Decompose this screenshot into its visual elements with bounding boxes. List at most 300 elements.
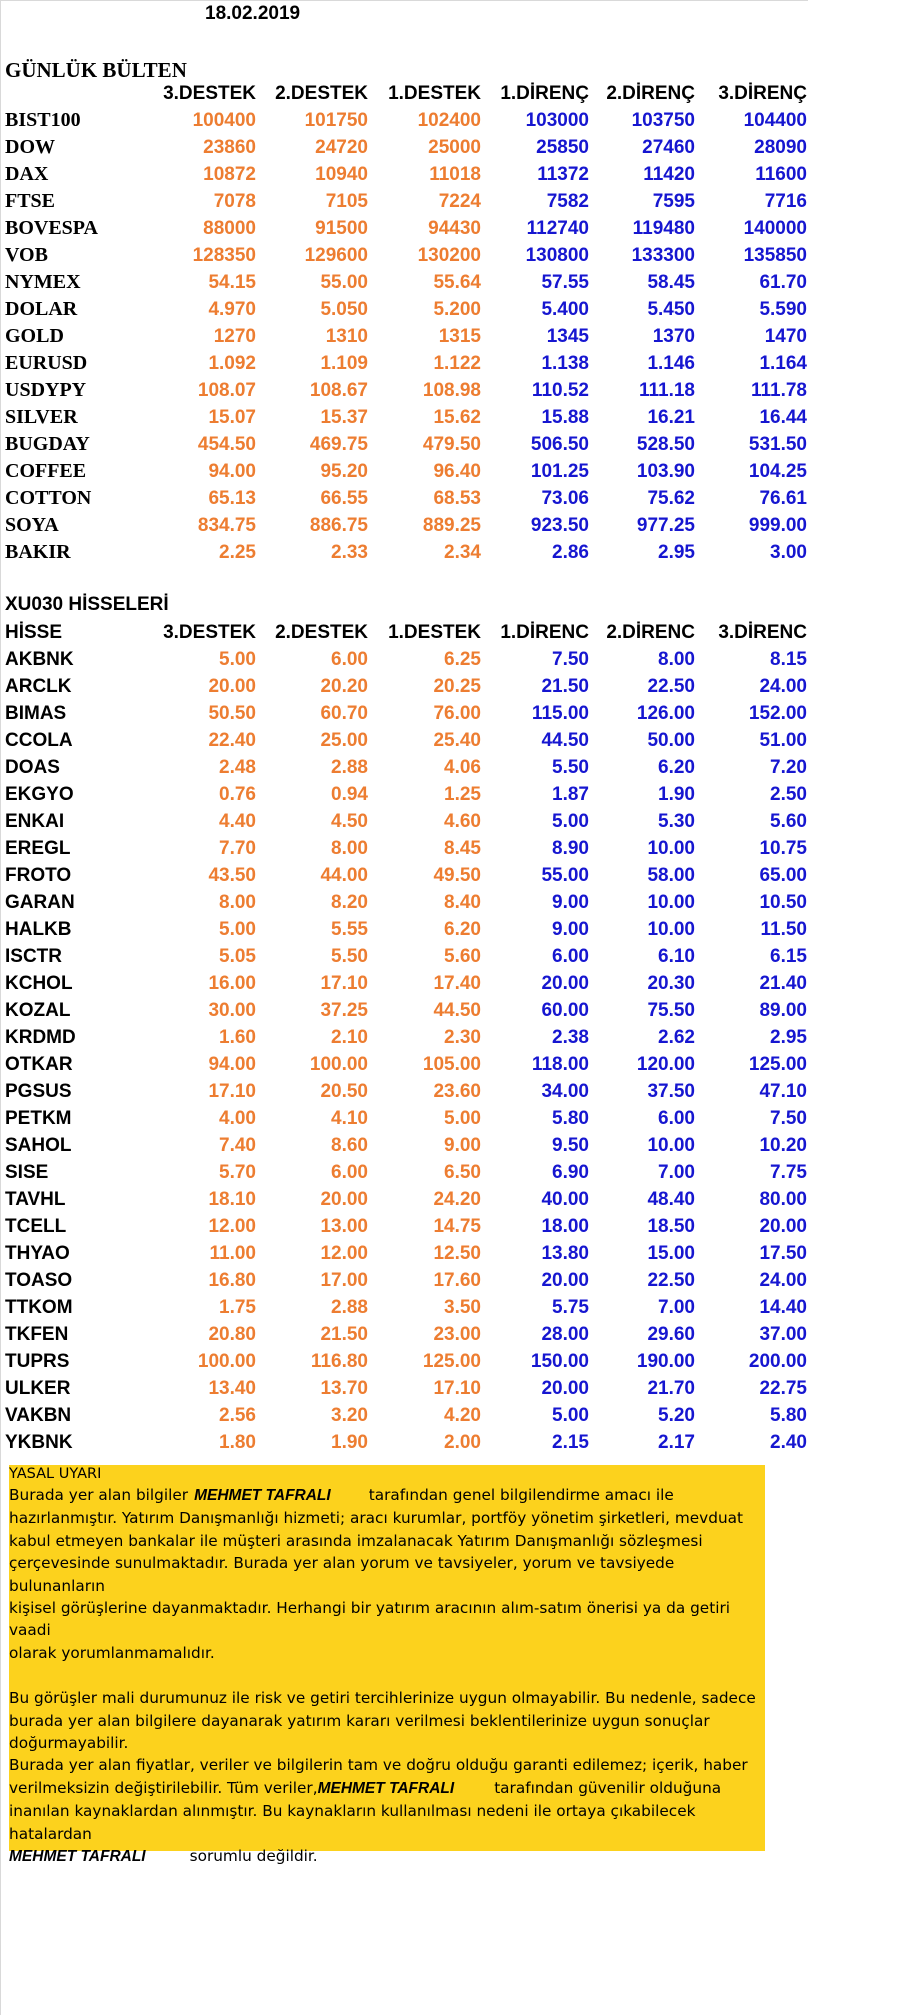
- support-value: 96.40: [433, 460, 481, 482]
- disclaimer-line: kabul etmeyen bankalar ile müşteri arasında imzalanacak Yatırım Danışmanlığı sözleşmesi: [9, 1531, 703, 1550]
- support-value: 4.06: [444, 756, 481, 778]
- instrument-name: DOLAR: [5, 298, 78, 320]
- support-value: 100.00: [197, 1350, 256, 1372]
- resistance-value: 7716: [764, 190, 807, 212]
- support-value: 55.64: [433, 271, 481, 293]
- table-row: [0, 215, 807, 242]
- resistance-value: 20.00: [541, 972, 589, 994]
- support-value: 100.00: [309, 1053, 368, 1075]
- disclaimer-line: kişisel görüşlerine dayanmaktadır. Herhangi bir yatırım aracının alım-satım önerisi ya da getiri vaadi: [9, 1599, 730, 1640]
- table-row: [0, 1348, 807, 1375]
- support-value: 2.56: [219, 1404, 256, 1426]
- resistance-value: 55.00: [541, 864, 589, 886]
- resistance-value: 22.50: [647, 675, 695, 697]
- table-row: [0, 1078, 807, 1105]
- support-value: 1.60: [219, 1026, 256, 1048]
- support-value: 17.40: [433, 972, 481, 994]
- stock-ticker: TOASO: [5, 1269, 73, 1291]
- disclaimer-line: [9, 1845, 765, 1868]
- support-value: 100400: [192, 109, 256, 131]
- resistance-value: 76.61: [759, 487, 807, 509]
- support-value: 5.05: [219, 945, 256, 967]
- resistance-value: 110.52: [531, 379, 589, 401]
- support-value: 21.50: [320, 1323, 368, 1345]
- resistance-value: 133300: [631, 244, 695, 266]
- column-header: 3.DİRENÇ: [718, 82, 807, 104]
- support-value: 116.80: [310, 1350, 368, 1372]
- support-value: 24.20: [433, 1188, 481, 1210]
- support-value: 125.00: [422, 1350, 481, 1372]
- resistance-value: 80.00: [759, 1188, 807, 1210]
- resistance-value: 8.90: [552, 837, 589, 859]
- support-value: 1315: [438, 325, 481, 347]
- resistance-value: 18.50: [647, 1215, 695, 1237]
- resistance-value: 9.00: [552, 891, 589, 913]
- support-value: 95.20: [320, 460, 368, 482]
- resistance-value: 2.86: [552, 541, 589, 563]
- resistance-value: 16.21: [647, 406, 695, 428]
- support-value: 7078: [213, 190, 256, 212]
- resistance-value: 152.00: [748, 702, 807, 724]
- support-value: 25.40: [433, 729, 481, 751]
- resistance-value: 7.50: [770, 1107, 807, 1129]
- table-row: [0, 134, 807, 161]
- support-value: 1.25: [444, 783, 481, 805]
- table-row: [0, 835, 807, 862]
- table-row: [0, 916, 807, 943]
- support-value: 17.00: [320, 1269, 368, 1291]
- support-value: 20.25: [433, 675, 481, 697]
- table-row: [0, 1294, 807, 1321]
- support-value: 102400: [417, 109, 481, 131]
- resistance-value: 101.25: [530, 460, 589, 482]
- column-header: 1.DİRENC: [500, 621, 589, 643]
- table-row: [0, 269, 807, 296]
- support-value: 8.00: [331, 837, 368, 859]
- resistance-value: 1.146: [647, 352, 695, 374]
- column-header: 3.DİRENC: [718, 621, 807, 643]
- stock-ticker: TCELL: [5, 1215, 67, 1237]
- support-value: 91500: [315, 217, 368, 239]
- resistance-value: 104400: [743, 109, 807, 131]
- disclaimer-line: inanılan kaynaklardan alınmıştır. Bu kaynakların kullanılması nedeni ile ortaya çıkabilecek hatalardan: [9, 1802, 696, 1843]
- instrument-name: EURUSD: [5, 352, 88, 374]
- support-value: 0.76: [219, 783, 256, 805]
- support-value: 8.40: [444, 891, 481, 913]
- instrument-name: DOW: [5, 136, 55, 158]
- resistance-value: 5.00: [552, 1404, 589, 1426]
- xu030-table: [0, 619, 807, 1456]
- resistance-value: 1.138: [541, 352, 589, 374]
- resistance-value: 140000: [743, 217, 807, 239]
- support-value: 1.109: [320, 352, 368, 374]
- resistance-value: 5.50: [552, 756, 589, 778]
- resistance-value: 9.50: [552, 1134, 589, 1156]
- resistance-value: 2.95: [770, 1026, 807, 1048]
- column-header: 1.DİRENÇ: [500, 82, 589, 104]
- resistance-value: 103.90: [636, 460, 695, 482]
- support-value: 6.20: [444, 918, 481, 940]
- support-value: 8.20: [331, 891, 368, 913]
- resistance-value: 61.70: [759, 271, 807, 293]
- support-value: 14.75: [433, 1215, 481, 1237]
- resistance-value: 24.00: [759, 1269, 807, 1291]
- disclaimer-text: tarafından güvenilir olduğuna: [494, 1778, 722, 1797]
- resistance-value: 6.20: [658, 756, 695, 778]
- table-row: [0, 808, 807, 835]
- support-value: 4.60: [444, 810, 481, 832]
- instrument-name: COFFEE: [5, 460, 87, 482]
- resistance-value: 1.87: [552, 783, 589, 805]
- support-value: 13.00: [320, 1215, 368, 1237]
- support-value: 76.00: [433, 702, 481, 724]
- resistance-value: 15.88: [541, 406, 589, 428]
- disclaimer-text: tarafından genel bilgilendirme amacı ile: [368, 1486, 674, 1504]
- stock-ticker: ULKER: [5, 1377, 71, 1399]
- support-value: 889.25: [422, 514, 481, 536]
- support-value: 2.88: [331, 1296, 368, 1318]
- resistance-value: 7595: [652, 190, 695, 212]
- stock-ticker: CCOLA: [5, 729, 73, 751]
- support-value: 2.34: [444, 541, 481, 563]
- support-value: 4.40: [219, 810, 256, 832]
- resistance-value: 111.78: [750, 379, 807, 401]
- support-value: 13.70: [320, 1377, 368, 1399]
- support-value: 6.00: [331, 648, 368, 670]
- resistance-value: 20.00: [759, 1215, 807, 1237]
- resistance-value: 27460: [642, 136, 695, 158]
- resistance-value: 14.40: [759, 1296, 807, 1318]
- table-row: [0, 1429, 807, 1456]
- resistance-value: 44.50: [541, 729, 589, 751]
- table-row: [0, 727, 807, 754]
- resistance-value: 22.50: [647, 1269, 695, 1291]
- support-value: 5.00: [444, 1107, 481, 1129]
- support-value: 20.00: [320, 1188, 368, 1210]
- column-header: 3.DESTEK: [163, 82, 256, 104]
- support-value: 12.00: [208, 1215, 256, 1237]
- resistance-value: 2.95: [658, 541, 695, 563]
- resistance-value: 25850: [536, 136, 589, 158]
- stock-ticker: BIMAS: [5, 702, 67, 724]
- bulletin-date: 18.02.2019: [205, 3, 301, 24]
- resistance-value: 2.40: [770, 1431, 807, 1453]
- table-row: [0, 458, 807, 485]
- resistance-value: 60.00: [541, 999, 589, 1021]
- stock-ticker: PGSUS: [5, 1080, 72, 1102]
- disclaimer-line: hazırlanmıştır. Yatırım Danışmanlığı hizmeti; aracı kurumlar, portföy yönetim şirketleri, mevduat: [9, 1509, 744, 1528]
- resistance-value: 22.75: [759, 1377, 807, 1399]
- resistance-value: 112740: [526, 217, 589, 239]
- support-value: 54.15: [208, 271, 256, 293]
- support-value: 6.25: [444, 648, 481, 670]
- resistance-value: 7.00: [658, 1161, 695, 1183]
- table-row: [0, 323, 807, 350]
- support-value: 7.40: [219, 1134, 256, 1156]
- resistance-value: 115.00: [531, 702, 589, 724]
- table-row: [0, 1159, 807, 1186]
- support-value: 44.50: [433, 999, 481, 1021]
- resistance-value: 120.00: [636, 1053, 695, 1075]
- support-value: 454.50: [197, 433, 256, 455]
- support-value: 30.00: [208, 999, 256, 1021]
- instrument-name: FTSE: [5, 190, 56, 212]
- resistance-value: 58.00: [647, 864, 695, 886]
- resistance-value: 18.00: [541, 1215, 589, 1237]
- support-value: 1.90: [331, 1431, 368, 1453]
- resistance-value: 6.00: [658, 1107, 695, 1129]
- stock-ticker: VAKBN: [5, 1404, 72, 1426]
- support-value: 12.50: [433, 1242, 481, 1264]
- resistance-value: 103750: [631, 109, 695, 131]
- support-value: 17.10: [433, 1377, 481, 1399]
- support-value: 23860: [203, 136, 256, 158]
- resistance-value: 5.590: [759, 298, 807, 320]
- support-value: 886.75: [309, 514, 368, 536]
- resistance-value: 190.00: [636, 1350, 695, 1372]
- support-value: 8.45: [444, 837, 481, 859]
- column-header: 3.DESTEK: [163, 621, 256, 643]
- stock-ticker: KCHOL: [5, 972, 73, 994]
- disclaimer-author: MEHMET TAFRALI: [194, 1487, 331, 1504]
- support-value: 20.50: [320, 1080, 368, 1102]
- resistance-value: 5.400: [541, 298, 589, 320]
- disclaimer-line: Burada yer alan fiyatlar, veriler ve bilgilerin tam ve doğru olduğu garanti edilemez; içerik, haber: [9, 1756, 748, 1775]
- resistance-value: 118.00: [531, 1053, 589, 1075]
- stock-ticker: ISCTR: [5, 945, 62, 967]
- disclaimer-line: [9, 1777, 765, 1800]
- resistance-value: 506.50: [530, 433, 589, 455]
- disclaimer-author: MEHMET TAFRALI: [317, 1779, 455, 1797]
- support-value: 5.00: [219, 918, 256, 940]
- stock-ticker: TUPRS: [5, 1350, 70, 1372]
- table-row: [0, 431, 807, 458]
- column-header: 2.DİRENÇ: [606, 82, 695, 104]
- resistance-value: 8.15: [770, 648, 807, 670]
- stock-ticker: YKBNK: [5, 1431, 73, 1453]
- resistance-value: 9.00: [552, 918, 589, 940]
- support-value: 1310: [325, 325, 368, 347]
- support-value: 105.00: [422, 1053, 481, 1075]
- resistance-value: 2.17: [658, 1431, 695, 1453]
- support-value: 5.55: [331, 918, 368, 940]
- support-value: 4.970: [208, 298, 256, 320]
- table-row: [0, 1132, 807, 1159]
- support-value: 479.50: [422, 433, 481, 455]
- instrument-name: VOB: [5, 244, 48, 266]
- support-value: 94.00: [208, 460, 256, 482]
- table-row: [0, 1213, 807, 1240]
- table-row: [0, 889, 807, 916]
- support-value: 15.62: [433, 406, 481, 428]
- stock-ticker: OTKAR: [5, 1053, 73, 1075]
- support-value: 13.40: [208, 1377, 256, 1399]
- resistance-value: 923.50: [530, 514, 589, 536]
- support-value: 129600: [304, 244, 368, 266]
- instrument-name: USDYPY: [5, 379, 87, 401]
- stock-ticker: HALKB: [5, 918, 72, 940]
- support-value: 16.80: [208, 1269, 256, 1291]
- support-value: 5.70: [219, 1161, 256, 1183]
- instrument-name: GOLD: [5, 325, 64, 347]
- table-row: [0, 296, 807, 323]
- support-value: 17.10: [208, 1080, 256, 1102]
- instrument-name: BOVESPA: [5, 217, 98, 239]
- resistance-value: 5.20: [658, 1404, 695, 1426]
- resistance-value: 28.00: [541, 1323, 589, 1345]
- table-row: [0, 1321, 807, 1348]
- table-row: [0, 107, 807, 134]
- resistance-value: 977.25: [636, 514, 695, 536]
- resistance-value: 125.00: [748, 1053, 807, 1075]
- resistance-value: 58.45: [647, 271, 695, 293]
- stock-ticker: GARAN: [5, 891, 75, 913]
- support-value: 44.00: [320, 864, 368, 886]
- support-value: 23.60: [433, 1080, 481, 1102]
- disclaimer-heading: YASAL UYARI: [9, 1466, 102, 1482]
- disclaimer-text: sorumlu değildir.: [189, 1847, 318, 1866]
- table-row: [0, 673, 807, 700]
- table-row: [0, 700, 807, 727]
- support-value: 20.20: [320, 675, 368, 697]
- resistance-value: 48.40: [647, 1188, 695, 1210]
- disclaimer-text: Burada yer alan bilgiler: [9, 1486, 189, 1504]
- support-value: 94.00: [208, 1053, 256, 1075]
- support-value: 1.75: [219, 1296, 256, 1318]
- table-row: [0, 485, 807, 512]
- resistance-value: 1345: [546, 325, 589, 347]
- support-value: 108.67: [309, 379, 368, 401]
- instrument-name: DAX: [5, 163, 49, 185]
- stock-ticker: SISE: [5, 1161, 49, 1183]
- support-value: 2.00: [444, 1431, 481, 1453]
- xu030-header-row: [0, 619, 807, 646]
- resistance-value: 73.06: [541, 487, 589, 509]
- table-row: [0, 970, 807, 997]
- instrument-name: SOYA: [5, 514, 59, 536]
- table-row: [0, 161, 807, 188]
- stock-ticker: ARCLK: [5, 675, 72, 697]
- support-value: 17.60: [433, 1269, 481, 1291]
- resistance-value: 2.15: [552, 1431, 589, 1453]
- support-value: 1.80: [219, 1431, 256, 1453]
- support-value: 6.00: [331, 1161, 368, 1183]
- disclaimer-line: çerçevesinde sunulmaktadır. Burada yer alan yorum ve tavsiyeler, yorum ve tavsiyede bulunanların: [9, 1554, 675, 1595]
- resistance-value: 531.50: [748, 433, 807, 455]
- resistance-value: 21.50: [541, 675, 589, 697]
- disclaimer-text: verilmeksizin değiştirilebilir. Tüm veriler,: [9, 1778, 318, 1797]
- support-value: 15.37: [320, 406, 368, 428]
- resistance-value: 1.90: [658, 783, 695, 805]
- support-value: 4.20: [444, 1404, 481, 1426]
- stock-ticker: ENKAI: [5, 810, 65, 832]
- support-value: 88000: [203, 217, 256, 239]
- stock-ticker: TTKOM: [5, 1296, 73, 1318]
- support-value: 10872: [203, 163, 256, 185]
- column-header: HİSSE: [5, 621, 63, 643]
- stock-ticker: THYAO: [5, 1242, 70, 1264]
- resistance-value: 24.00: [759, 675, 807, 697]
- resistance-value: 7.75: [770, 1161, 807, 1183]
- resistance-value: 11600: [755, 163, 807, 185]
- resistance-value: 7582: [546, 190, 589, 212]
- support-value: 3.50: [444, 1296, 481, 1318]
- resistance-value: 11372: [537, 163, 589, 185]
- column-header: 1.DESTEK: [388, 82, 481, 104]
- table-row: [0, 862, 807, 889]
- support-value: 22.40: [208, 729, 256, 751]
- table-row: [0, 377, 807, 404]
- support-value: 25000: [428, 136, 481, 158]
- support-value: 24720: [315, 136, 368, 158]
- resistance-value: 5.30: [658, 810, 695, 832]
- instrument-name: BAKIR: [5, 541, 71, 563]
- header-blank-cell: [0, 80, 148, 107]
- table-row: [0, 188, 807, 215]
- table-row: [0, 539, 807, 566]
- table-row: [0, 512, 807, 539]
- support-value: 3.20: [331, 1404, 368, 1426]
- bulletin-header-row: [0, 80, 807, 107]
- support-value: 5.60: [444, 945, 481, 967]
- table-row: [0, 646, 807, 673]
- resistance-value: 10.00: [647, 1134, 695, 1156]
- support-value: 7.70: [219, 837, 256, 859]
- resistance-value: 6.15: [770, 945, 807, 967]
- resistance-value: 10.50: [759, 891, 807, 913]
- resistance-value: 10.00: [647, 891, 695, 913]
- resistance-value: 40.00: [541, 1188, 589, 1210]
- resistance-value: 29.60: [647, 1323, 695, 1345]
- resistance-value: 65.00: [759, 864, 807, 886]
- support-value: 9.00: [444, 1134, 481, 1156]
- resistance-value: 10.00: [647, 837, 695, 859]
- resistance-value: 126.00: [636, 702, 695, 724]
- resistance-value: 20.00: [541, 1377, 589, 1399]
- support-value: 4.00: [219, 1107, 256, 1129]
- top-gridline: [0, 0, 808, 1]
- resistance-value: 13.80: [541, 1242, 589, 1264]
- support-value: 1270: [213, 325, 256, 347]
- stock-ticker: EREGL: [5, 837, 71, 859]
- resistance-value: 6.10: [658, 945, 695, 967]
- support-value: 68.53: [433, 487, 481, 509]
- support-value: 15.07: [208, 406, 256, 428]
- resistance-value: 119480: [632, 217, 695, 239]
- stock-ticker: DOAS: [5, 756, 60, 778]
- support-value: 2.30: [444, 1026, 481, 1048]
- resistance-value: 20.00: [541, 1269, 589, 1291]
- column-header: 2.DİRENC: [606, 621, 695, 643]
- support-value: 2.25: [219, 541, 256, 563]
- resistance-value: 17.50: [759, 1242, 807, 1264]
- resistance-value: 20.30: [647, 972, 695, 994]
- support-value: 130200: [417, 244, 481, 266]
- support-value: 37.25: [320, 999, 368, 1021]
- support-value: 8.60: [331, 1134, 368, 1156]
- support-value: 20.00: [208, 675, 256, 697]
- xu030-title: XU030 HİSSELERİ: [5, 594, 169, 615]
- table-row: [0, 1267, 807, 1294]
- resistance-value: 75.62: [647, 487, 695, 509]
- disclaimer-line: burada yer alan bilgilere dayanarak yatırım kararı verilmesi beklentilerinize uygun sonuçlar: [9, 1711, 710, 1730]
- resistance-value: 21.40: [759, 972, 807, 994]
- resistance-value: 89.00: [759, 999, 807, 1021]
- support-value: 7105: [325, 190, 368, 212]
- stock-ticker: SAHOL: [5, 1134, 72, 1156]
- support-value: 43.50: [208, 864, 256, 886]
- stock-ticker: TAVHL: [5, 1188, 66, 1210]
